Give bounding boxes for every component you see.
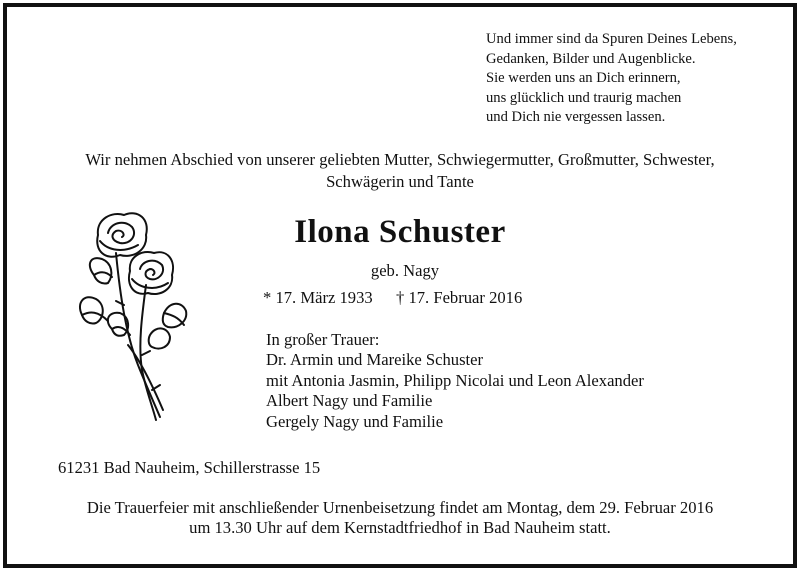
roses-icon bbox=[68, 205, 198, 425]
poem-line: und Dich nie vergessen lassen. bbox=[486, 109, 666, 126]
mourners-line: Dr. Armin und Mareike Schuster bbox=[266, 350, 484, 370]
poem-line: uns glücklich und traurig machen bbox=[486, 89, 682, 106]
intro-line: Schwägerin und Tante bbox=[326, 172, 474, 191]
poem-line: Und immer sind da Spuren Deines Lebens, bbox=[486, 31, 737, 47]
birth-date: * 17. März 1933 bbox=[263, 288, 373, 307]
deceased-name: Ilona Schuster bbox=[294, 214, 506, 250]
poem-line: Sie werden uns an Dich erinnern, bbox=[486, 70, 681, 87]
address: 61231 Bad Nauheim, Schillerstrasse 15 bbox=[58, 458, 321, 477]
mourners-line: Albert Nagy und Familie bbox=[266, 391, 433, 411]
death-date: † 17. Februar 2016 bbox=[396, 288, 523, 307]
poem-line: Gedanken, Bilder und Augenblicke. bbox=[486, 50, 696, 67]
mourners-line: mit Antonia Jasmin, Philipp Nicolai und Leon Alexander bbox=[266, 370, 644, 390]
mourners-list bbox=[266, 330, 644, 432]
mourners-line: In großer Trauer: bbox=[266, 330, 380, 349]
birth-name: geb. Nagy bbox=[370, 261, 440, 280]
farewell-intro bbox=[0, 149, 800, 193]
intro-line: Wir nehmen Abschied von unserer geliebten Mutter, Schwiegermutter, Großmutter, Schwester, bbox=[85, 150, 715, 169]
ceremony-line: Die Trauerfeier mit anschließender Urnenbeisetzung findet am Montag, dem 29. Februar 2016 bbox=[86, 498, 714, 517]
ceremony-line: um 13.30 Uhr auf dem Kernstadtfriedhof in Bad Nauheim statt. bbox=[189, 518, 611, 537]
mourners-line: Gergely Nagy und Familie bbox=[266, 411, 444, 431]
ceremony-notice bbox=[0, 498, 800, 538]
poem bbox=[486, 30, 737, 128]
